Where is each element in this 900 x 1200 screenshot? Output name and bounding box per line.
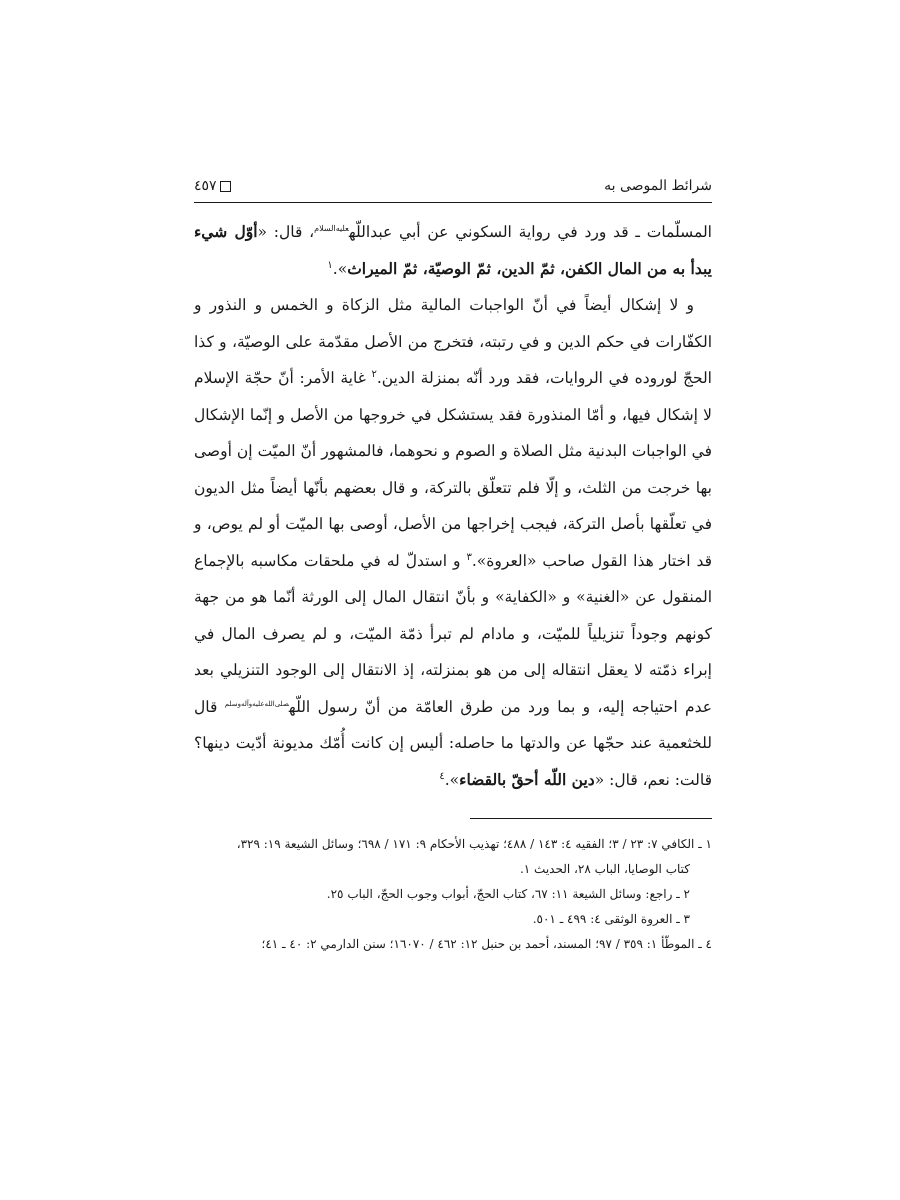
footnote-ref-2: ٢	[371, 368, 377, 380]
page-number-block	[194, 178, 231, 194]
footnotes	[194, 832, 712, 957]
text-run: ».	[444, 770, 460, 789]
hadith-quote: أوّل شيء يبدأ به من المال الكفن، ثمّ الدين، ثمّ الوصيّة، ثمّ الميراث	[194, 222, 712, 278]
hadith-quote: دين اللّه أحقّ بالقضاء	[459, 769, 595, 789]
text-run: و لا إشكال أيضاً في أنّ الواجبات المالية مثل الزكاة و الخمس و النذور و الكفّارات في حكم الدين و في رتبته، فتخرج من الأصل مقدّمة على الوصيّة، و كذا الحجّ لوروده في الروايات، فقد ورد أنّه بمنزلة الدين.	[194, 296, 712, 387]
text-run: قال للخثعمية عند حجّها عن والدتها ما حاصله: أليس إن كانت أُمّك مديونة أدّيت دينها؟ قالت: نعم، قال: «	[194, 697, 712, 789]
honorific-glyph: عليه‌السلام	[314, 223, 349, 233]
honorific-glyph: صلى‌الله‌عليه‌وآله‌وسلم	[224, 699, 289, 708]
footnote-4: ٤ ـ الموطّأ ١: ٣٥٩ / ٩٧؛ المسند، أحمد بن حنبل ١٢: ٤٦٢ / ١٦٠٧٠؛ سنن الدارمي ٢: ٤٠ ـ ٤١؛	[261, 937, 712, 951]
text-run: ، قال: «	[257, 223, 315, 241]
header-rule	[194, 202, 712, 203]
footnote-3: ٣ ـ العروة الوثقى ٤: ٤٩٩ ـ ٥٠١.	[532, 912, 690, 926]
running-header	[194, 174, 712, 200]
main-text	[194, 214, 712, 798]
running-title: شرائط الموصى به	[604, 178, 712, 194]
text-run: ».	[332, 259, 348, 278]
footnote-2: ٢ ـ راجع: وسائل الشيعة ١١: ٦٧، كتاب الحجّ، أبواب وجوب الحجّ، الباب ٢٥.	[326, 887, 690, 901]
footnote-1: ١ ـ الكافي ٧: ٢٣ / ٣؛ الفقيه ٤: ١٤٣ / ٤٨٨؛ تهذيب الأحكام ٩: ١٧١ / ٦٩٨؛ وسائل الشيعة ١٩: ٣٢٩،	[236, 837, 712, 851]
footnote-1-continued: كتاب الوصايا، الباب ٢٨، الحديث ١.	[519, 862, 690, 876]
page-number: ٤٥٧	[194, 178, 217, 194]
text-run: و استدلّ له في ملحقات مكاسبه بالإجماع المنقول عن «الغنية» و «الكفاية» و بأنّ انتقال المال إلى الورثة أنّما هو من جهة كونهم وجوداً تنزيلياً للميّت، و مادام لم تبرأ ذمّة الميّت، و لم يصرف المال في إبراء ذمّته لا يعقل انتقاله إلى من هو بمنزلته، إذ الانتقال إلى الوجود التنزيلي بعد عدم احتياجه إليه، و بما ورد من طرق العامّة من أنّ رسول اللّه	[194, 551, 712, 716]
footnote-ref-3: ٣	[466, 551, 472, 563]
footnote-rule	[470, 818, 712, 819]
footnote-ref-4: ٤	[439, 770, 445, 782]
footnote-ref-1: ١	[327, 259, 333, 271]
text-run: غاية الأمر: أنّ حجّة الإسلام لا إشكال فيها، و أمّا المنذورة فقد يستشكل في خروجها من الأصل و إنّما الإشكال في الواجبات البدنية مثل الصلاة و الصوم و نحوهما، فالمشهور أنّ الميّت إن أوصى بها خرجت من الثلث، و إلّا فلم تتعلّق بالتركة، و قال بعضهم بأنّها أيضاً مثل الديون في تعلّقها بأصل التركة، فيجب إخراجها من الأصل، أوصى بها الميّت أو لم يوص، و قد اختار هذا القول صاحب «العروة».	[194, 369, 713, 570]
square-icon	[220, 181, 231, 192]
paragraph-1	[194, 214, 712, 287]
paragraph-2	[194, 287, 712, 798]
text-run: المسلّمات ـ قد ورد في رواية السكوني عن أبي عبداللّه	[348, 223, 712, 241]
